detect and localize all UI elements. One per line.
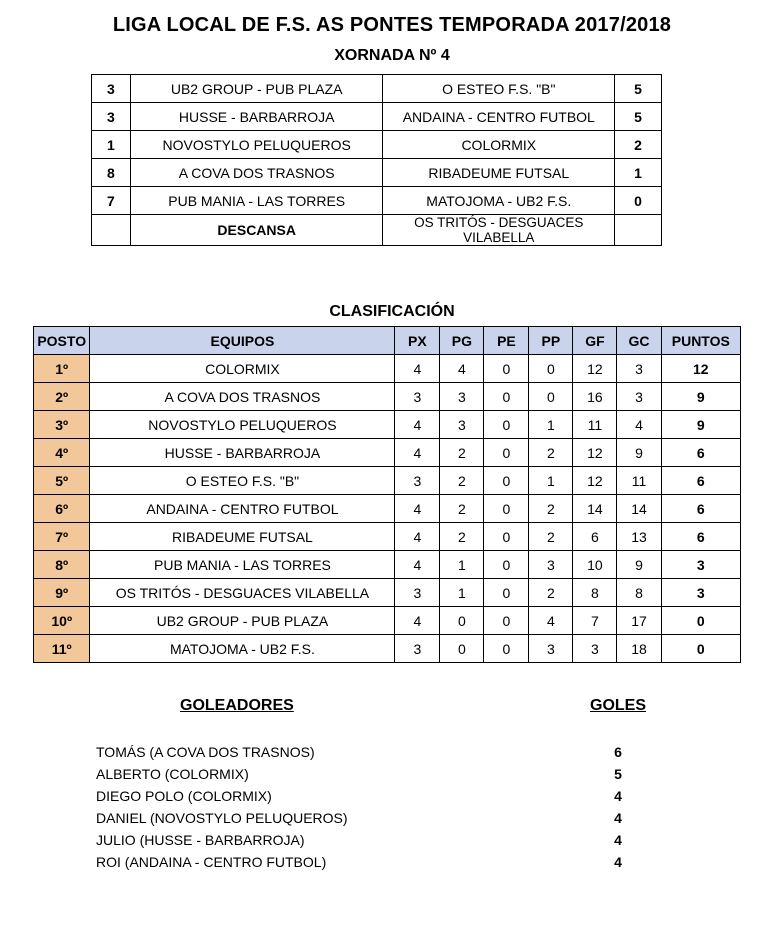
points-cell: 3 (661, 551, 740, 579)
standings-row (34, 411, 741, 439)
won-cell: 2 (440, 439, 484, 467)
lost-cell: 4 (529, 607, 573, 635)
bye-label: DESCANSA (130, 215, 383, 246)
drawn-cell: 0 (484, 383, 529, 411)
won-cell: 3 (440, 411, 484, 439)
won-cell: 4 (440, 355, 484, 383)
standings-row (34, 635, 741, 663)
points-cell: 3 (661, 579, 740, 607)
drawn-cell: 0 (484, 523, 529, 551)
lost-cell: 0 (529, 383, 573, 411)
goals-against-cell: 9 (617, 439, 661, 467)
away-team: ANDAINA - CENTRO FUTBOL (383, 103, 615, 131)
points-cell: 6 (661, 495, 740, 523)
played-cell: 4 (395, 411, 440, 439)
position-cell: 11º (34, 635, 90, 663)
bye-empty-cell (92, 215, 131, 246)
played-cell: 4 (395, 495, 440, 523)
home-score: 3 (92, 75, 131, 103)
standings-row (34, 607, 741, 635)
goals-for-cell: 14 (573, 495, 617, 523)
away-team: MATOJOMA - UB2 F.S. (383, 187, 615, 215)
scorer-row (96, 830, 696, 852)
result-row (92, 75, 662, 103)
lost-cell: 1 (529, 411, 573, 439)
drawn-cell: 0 (484, 579, 529, 607)
won-cell: 2 (440, 467, 484, 495)
col-header-gf: GF (573, 327, 617, 355)
won-cell: 2 (440, 523, 484, 551)
team-name-cell: ANDAINA - CENTRO FUTBOL (90, 495, 395, 523)
goals-against-cell: 9 (617, 551, 661, 579)
won-cell: 0 (440, 607, 484, 635)
scorer-name: DIEGO POLO (COLORMIX) (96, 788, 272, 804)
col-header-pg: PG (440, 327, 484, 355)
goals-for-cell: 12 (573, 439, 617, 467)
home-team: NOVOSTYLO PELUQUEROS (130, 131, 383, 159)
position-cell: 2º (34, 383, 90, 411)
drawn-cell: 0 (484, 355, 529, 383)
home-team: A COVA DOS TRASNOS (130, 159, 383, 187)
result-row (92, 103, 662, 131)
scorer-row (96, 786, 696, 808)
goals-for-cell: 6 (573, 523, 617, 551)
goals-for-cell: 11 (573, 411, 617, 439)
scorer-goals: 6 (614, 744, 622, 760)
goals-against-cell: 17 (617, 607, 661, 635)
goals-against-cell: 3 (617, 355, 661, 383)
played-cell: 4 (395, 551, 440, 579)
standings-row (34, 383, 741, 411)
scorer-list (96, 742, 696, 874)
bye-team: OS TRITÓS - DESGUACES VILABELLA (383, 215, 615, 246)
away-score: 5 (615, 103, 662, 131)
result-row (92, 159, 662, 187)
scorer-name: DANIEL (NOVOSTYLO PELUQUEROS) (96, 810, 348, 826)
standings-title: CLASIFICACIÓN (329, 303, 455, 320)
home-team: HUSSE - BARBARROJA (130, 103, 383, 131)
away-team: O ESTEO F.S. "B" (383, 75, 615, 103)
played-cell: 4 (395, 355, 440, 383)
goals-title: GOLES (590, 697, 647, 714)
col-header-pp: PP (529, 327, 573, 355)
drawn-cell: 0 (484, 607, 529, 635)
position-cell: 8º (34, 551, 90, 579)
away-score: 0 (615, 187, 662, 215)
points-cell: 6 (661, 467, 740, 495)
result-row (92, 187, 662, 215)
bye-row (92, 215, 662, 246)
team-name-cell: O ESTEO F.S. "B" (90, 467, 395, 495)
goals-for-cell: 10 (573, 551, 617, 579)
scorer-row (96, 764, 696, 786)
scorers-title: GOLEADORES (180, 697, 294, 714)
played-cell: 4 (395, 523, 440, 551)
position-cell: 4º (34, 439, 90, 467)
standings-row (34, 439, 741, 467)
results-table (91, 74, 662, 246)
points-cell: 0 (661, 635, 740, 663)
won-cell: 3 (440, 383, 484, 411)
team-name-cell: A COVA DOS TRASNOS (90, 383, 395, 411)
home-score: 7 (92, 187, 131, 215)
scorer-goals: 4 (614, 854, 622, 870)
scorer-name: JULIO (HUSSE - BARBARROJA) (96, 832, 305, 848)
team-name-cell: MATOJOMA - UB2 F.S. (90, 635, 395, 663)
drawn-cell: 0 (484, 467, 529, 495)
played-cell: 3 (395, 635, 440, 663)
drawn-cell: 0 (484, 551, 529, 579)
position-cell: 9º (34, 579, 90, 607)
lost-cell: 2 (529, 439, 573, 467)
won-cell: 2 (440, 495, 484, 523)
goals-for-cell: 12 (573, 355, 617, 383)
away-score: 1 (615, 159, 662, 187)
goals-for-cell: 16 (573, 383, 617, 411)
points-cell: 0 (661, 607, 740, 635)
standings-table (33, 326, 741, 663)
scorer-goals: 4 (614, 832, 622, 848)
scorer-row (96, 808, 696, 830)
goals-against-cell: 13 (617, 523, 661, 551)
team-name-cell: RIBADEUME FUTSAL (90, 523, 395, 551)
standings-row (34, 523, 741, 551)
standings-row (34, 579, 741, 607)
away-score: 2 (615, 131, 662, 159)
points-cell: 9 (661, 383, 740, 411)
position-cell: 3º (34, 411, 90, 439)
goals-against-cell: 8 (617, 579, 661, 607)
col-header-puntos: PUNTOS (661, 327, 740, 355)
result-row (92, 131, 662, 159)
scorer-goals: 4 (614, 788, 622, 804)
lost-cell: 2 (529, 495, 573, 523)
points-cell: 12 (661, 355, 740, 383)
goals-for-cell: 3 (573, 635, 617, 663)
col-header-px: PX (395, 327, 440, 355)
goals-for-cell: 12 (573, 467, 617, 495)
lost-cell: 0 (529, 355, 573, 383)
scorer-row (96, 742, 696, 764)
drawn-cell: 0 (484, 439, 529, 467)
page-title: LIGA LOCAL DE F.S. AS PONTES TEMPORADA 2017/2018 (112, 14, 672, 36)
position-cell: 6º (34, 495, 90, 523)
goals-for-cell: 8 (573, 579, 617, 607)
goals-for-cell: 7 (573, 607, 617, 635)
won-cell: 1 (440, 579, 484, 607)
col-header-gc: GC (617, 327, 661, 355)
team-name-cell: UB2 GROUP - PUB PLAZA (90, 607, 395, 635)
standings-row (34, 355, 741, 383)
team-name-cell: OS TRITÓS - DESGUACES VILABELLA (90, 579, 395, 607)
home-score: 1 (92, 131, 131, 159)
lost-cell: 3 (529, 551, 573, 579)
scorer-name: ALBERTO (COLORMIX) (96, 766, 249, 782)
team-name-cell: PUB MANIA - LAS TORRES (90, 551, 395, 579)
played-cell: 3 (395, 467, 440, 495)
scorer-name: ROI (ANDAINA - CENTRO FUTBOL) (96, 854, 327, 870)
goals-against-cell: 4 (617, 411, 661, 439)
points-cell: 9 (661, 411, 740, 439)
away-team: COLORMIX (383, 131, 615, 159)
round-title: XORNADA Nº 4 (334, 47, 450, 64)
position-cell: 10º (34, 607, 90, 635)
goals-against-cell: 11 (617, 467, 661, 495)
points-cell: 6 (661, 523, 740, 551)
won-cell: 0 (440, 635, 484, 663)
team-name-cell: NOVOSTYLO PELUQUEROS (90, 411, 395, 439)
goals-against-cell: 3 (617, 383, 661, 411)
standings-header-row (34, 327, 741, 355)
away-score: 5 (615, 75, 662, 103)
won-cell: 1 (440, 551, 484, 579)
home-score: 8 (92, 159, 131, 187)
col-header-equipos: EQUIPOS (90, 327, 395, 355)
lost-cell: 1 (529, 467, 573, 495)
played-cell: 3 (395, 383, 440, 411)
lost-cell: 2 (529, 579, 573, 607)
team-name-cell: HUSSE - BARBARROJA (90, 439, 395, 467)
bye-empty-cell (615, 215, 662, 246)
drawn-cell: 0 (484, 411, 529, 439)
played-cell: 4 (395, 607, 440, 635)
team-name-cell: COLORMIX (90, 355, 395, 383)
standings-row (34, 551, 741, 579)
home-score: 3 (92, 103, 131, 131)
points-cell: 6 (661, 439, 740, 467)
lost-cell: 2 (529, 523, 573, 551)
scorer-goals: 4 (614, 810, 622, 826)
standings-row (34, 495, 741, 523)
goals-against-cell: 14 (617, 495, 661, 523)
drawn-cell: 0 (484, 495, 529, 523)
home-team: UB2 GROUP - PUB PLAZA (130, 75, 383, 103)
away-team: RIBADEUME FUTSAL (383, 159, 615, 187)
position-cell: 5º (34, 467, 90, 495)
goals-against-cell: 18 (617, 635, 661, 663)
drawn-cell: 0 (484, 635, 529, 663)
col-header-posto: POSTO (34, 327, 90, 355)
col-header-pe: PE (484, 327, 529, 355)
home-team: PUB MANIA - LAS TORRES (130, 187, 383, 215)
standings-row (34, 467, 741, 495)
scorer-name: TOMÁS (A COVA DOS TRASNOS) (96, 744, 315, 760)
played-cell: 4 (395, 439, 440, 467)
played-cell: 3 (395, 579, 440, 607)
scorer-goals: 5 (614, 766, 622, 782)
scorer-row (96, 852, 696, 874)
position-cell: 1º (34, 355, 90, 383)
position-cell: 7º (34, 523, 90, 551)
lost-cell: 3 (529, 635, 573, 663)
